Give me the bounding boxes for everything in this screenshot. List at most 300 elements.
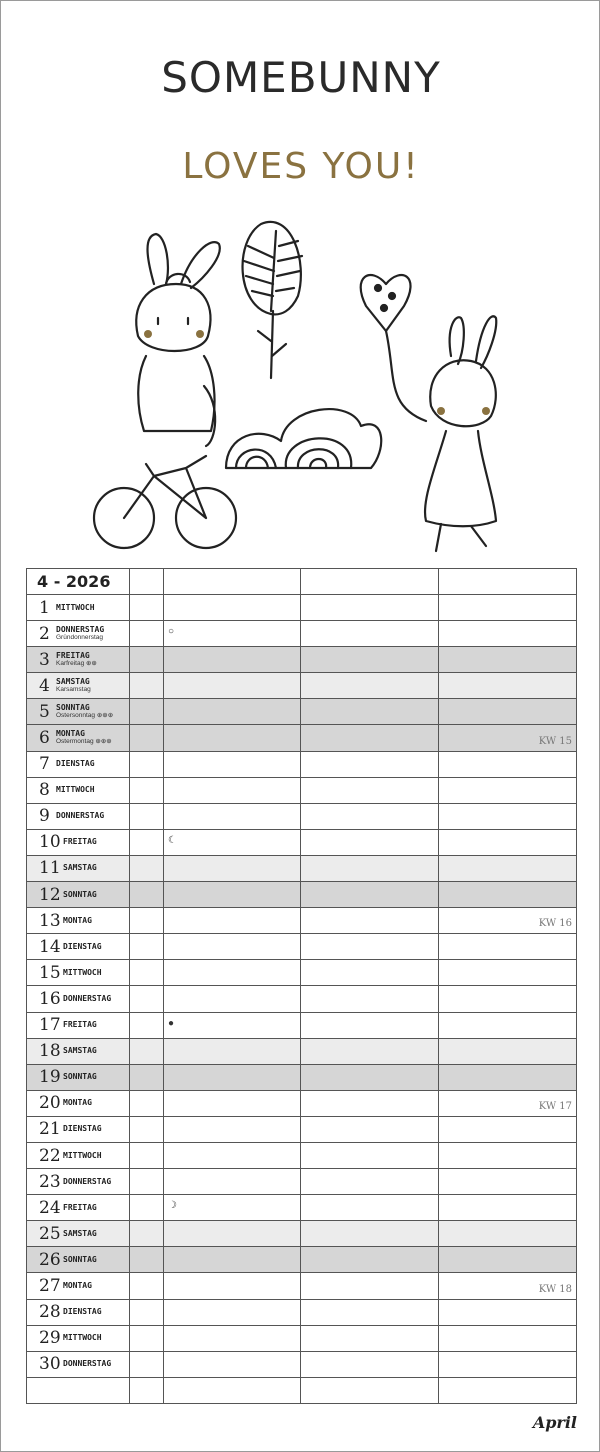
person-column-cell[interactable] [301, 1038, 439, 1064]
person-column-cell[interactable] [301, 1325, 439, 1351]
day-info [63, 1178, 111, 1186]
day-row [27, 1325, 577, 1351]
day-label-cell [27, 882, 130, 908]
person-column-cell[interactable] [439, 882, 577, 908]
narrow-cell[interactable] [130, 1325, 164, 1351]
day-label-cell [27, 725, 130, 751]
day-number: 20 [39, 1093, 61, 1114]
moon-phase-icon: ○ [168, 626, 175, 638]
narrow-cell[interactable] [130, 1273, 164, 1299]
weekday-name: DONNERSTAG [63, 1176, 112, 1186]
moon-phase-icon: ● [168, 1017, 175, 1029]
narrow-cell[interactable] [130, 1221, 164, 1247]
person-column-cell[interactable] [164, 595, 301, 621]
person-column-cell[interactable] [301, 699, 439, 725]
person-column-cell[interactable] [164, 1038, 301, 1064]
weekday-name: DONNERSTAG [63, 993, 112, 1003]
narrow-cell[interactable] [130, 1351, 164, 1377]
person-column-cell[interactable] [439, 1142, 577, 1168]
narrow-cell[interactable] [130, 1064, 164, 1090]
day-row [27, 803, 577, 829]
person-column-cell[interactable] [439, 1012, 577, 1038]
narrow-cell[interactable] [130, 725, 164, 751]
day-number: 30 [39, 1354, 61, 1375]
empty-cell [301, 1377, 439, 1403]
day-info [63, 1073, 97, 1081]
weekday-name: MONTAG [56, 729, 85, 739]
person-column-cell[interactable] [301, 647, 439, 673]
day-info [56, 730, 112, 746]
day-info [63, 864, 97, 872]
narrow-cell[interactable] [130, 882, 164, 908]
weekday-name: MITTWOCH [63, 967, 102, 977]
weekday-name: SONNTAG [63, 889, 97, 899]
person-column-cell[interactable] [164, 1247, 301, 1273]
person-column-cell[interactable] [301, 882, 439, 908]
month-year-label: 4 - 2026 [27, 569, 130, 595]
holiday-name: Gründonnerstag [56, 633, 103, 641]
empty-cell [27, 1377, 130, 1403]
person-column-cell[interactable] [301, 621, 439, 647]
person-column-cell[interactable] [164, 803, 301, 829]
person-column-cell[interactable] [164, 1169, 301, 1195]
person-column-cell[interactable] [164, 1142, 301, 1168]
narrow-cell[interactable] [130, 621, 164, 647]
person-column-cell[interactable] [301, 1012, 439, 1038]
day-number: 21 [39, 1119, 61, 1140]
person-column-cell[interactable] [439, 855, 577, 881]
person-column-cell[interactable] [439, 908, 577, 934]
person-column-cell[interactable] [164, 1273, 301, 1299]
day-row [27, 751, 577, 777]
day-number: 4 [39, 675, 50, 696]
day-info [63, 891, 97, 899]
day-label-cell [27, 1221, 130, 1247]
day-label-cell [27, 960, 130, 986]
day-info [63, 1047, 97, 1055]
day-info [56, 604, 95, 612]
person-column-cell[interactable] [164, 1195, 301, 1221]
day-number: 18 [39, 1041, 61, 1062]
moon-phase-icon: ☽ [168, 1200, 177, 1212]
day-label-cell [27, 1273, 130, 1299]
narrow-cell[interactable] [130, 1116, 164, 1142]
person-column-cell[interactable] [164, 855, 301, 881]
day-info [56, 678, 91, 694]
person-column-cell[interactable] [164, 699, 301, 725]
title-loves-you: LOVES YOU! [182, 146, 420, 187]
day-label-cell [27, 1090, 130, 1116]
header-cell [301, 569, 439, 595]
person-column-cell[interactable] [439, 1064, 577, 1090]
person-column-cell[interactable] [301, 751, 439, 777]
header-cell [130, 569, 164, 595]
person-column-cell[interactable] [164, 960, 301, 986]
narrow-cell[interactable] [130, 908, 164, 934]
day-row [27, 960, 577, 986]
weekday-name: FREITAG [63, 1020, 97, 1030]
person-column-cell[interactable] [439, 647, 577, 673]
title-somebunny: SOMEBUNNY [161, 53, 441, 102]
day-number: 7 [39, 754, 50, 775]
person-column-cell[interactable] [164, 673, 301, 699]
day-number: 13 [39, 910, 61, 931]
day-row [27, 1116, 577, 1142]
weekday-name: DIENSTAG [63, 941, 102, 951]
person-column-cell[interactable] [439, 1221, 577, 1247]
person-column-cell[interactable] [301, 595, 439, 621]
day-row [27, 673, 577, 699]
day-info [63, 1125, 102, 1133]
day-info [56, 652, 97, 668]
weekday-name: SAMSTAG [63, 863, 97, 873]
person-column-cell[interactable] [439, 751, 577, 777]
weekday-name: SONNTAG [56, 702, 90, 712]
weekday-name: FREITAG [63, 837, 97, 847]
person-column-cell[interactable] [439, 1038, 577, 1064]
narrow-cell[interactable] [130, 1247, 164, 1273]
day-row [27, 647, 577, 673]
day-info [63, 1230, 97, 1238]
weekday-name: SONNTAG [63, 1072, 97, 1082]
narrow-cell[interactable] [130, 751, 164, 777]
weekday-name: MONTAG [63, 1098, 92, 1108]
day-row [27, 1038, 577, 1064]
day-row [27, 1142, 577, 1168]
week-number: KW 18 [538, 1283, 572, 1295]
weekday-name: MONTAG [63, 915, 92, 925]
person-column-cell[interactable] [164, 1090, 301, 1116]
narrow-cell[interactable] [130, 855, 164, 881]
day-label-cell [27, 1169, 130, 1195]
holiday-name: Karsamstag [56, 685, 91, 693]
day-label-cell [27, 1247, 130, 1273]
day-number: 27 [39, 1275, 61, 1296]
day-number: 28 [39, 1302, 61, 1323]
bunny-on-bike-icon [94, 234, 236, 548]
day-row [27, 777, 577, 803]
weekday-name: DONNERSTAG [56, 811, 105, 821]
person-column-cell[interactable] [301, 1247, 439, 1273]
day-info [63, 1282, 92, 1290]
person-column-cell[interactable] [301, 1299, 439, 1325]
tree-icon [243, 222, 302, 378]
empty-cell [130, 1377, 164, 1403]
person-column-cell[interactable] [164, 1325, 301, 1351]
weekday-name: SONNTAG [63, 1254, 97, 1264]
person-column-cell[interactable] [164, 882, 301, 908]
day-row [27, 1247, 577, 1273]
day-row [27, 725, 577, 751]
person-column-cell[interactable] [439, 777, 577, 803]
narrow-cell[interactable] [130, 986, 164, 1012]
person-column-cell[interactable] [439, 1351, 577, 1377]
weekday-name: DIENSTAG [63, 1307, 102, 1317]
day-number: 17 [39, 1015, 61, 1036]
calendar-grid [26, 568, 576, 1404]
weekday-name: SAMSTAG [63, 1228, 97, 1238]
day-number: 1 [39, 597, 50, 618]
day-info [63, 1099, 92, 1107]
day-info [63, 969, 102, 977]
narrow-cell[interactable] [130, 595, 164, 621]
empty-cell [164, 1377, 301, 1403]
person-column-cell[interactable] [439, 621, 577, 647]
day-row [27, 699, 577, 725]
person-column-cell[interactable] [301, 1090, 439, 1116]
day-label-cell [27, 855, 130, 881]
day-row [27, 621, 577, 647]
bunny-illustration [86, 206, 516, 561]
narrow-cell[interactable] [130, 829, 164, 855]
day-info [63, 995, 111, 1003]
day-info [63, 1021, 97, 1029]
day-label-cell [27, 751, 130, 777]
day-number: 19 [39, 1067, 61, 1088]
bunny-with-balloon-icon [361, 275, 497, 551]
person-column-cell[interactable] [164, 1221, 301, 1247]
person-column-cell[interactable] [301, 1116, 439, 1142]
day-label-cell [27, 699, 130, 725]
day-info [56, 786, 95, 794]
day-row [27, 1299, 577, 1325]
day-row [27, 855, 577, 881]
narrow-cell[interactable] [130, 1012, 164, 1038]
day-label-cell [27, 1142, 130, 1168]
person-column-cell[interactable] [301, 777, 439, 803]
day-info [63, 1334, 102, 1342]
person-column-cell[interactable] [164, 777, 301, 803]
person-column-cell[interactable] [301, 960, 439, 986]
day-number: 26 [39, 1249, 61, 1270]
person-column-cell[interactable] [301, 1169, 439, 1195]
person-column-cell[interactable] [164, 751, 301, 777]
day-label-cell [27, 803, 130, 829]
person-column-cell[interactable] [439, 595, 577, 621]
day-info [63, 838, 97, 846]
day-row [27, 1221, 577, 1247]
person-column-cell[interactable] [439, 1195, 577, 1221]
empty-row [27, 1377, 577, 1403]
weekday-name: DONNERSTAG [63, 1359, 112, 1369]
person-column-cell[interactable] [164, 934, 301, 960]
person-column-cell[interactable] [439, 1247, 577, 1273]
day-row [27, 934, 577, 960]
day-number: 16 [39, 988, 61, 1009]
day-number: 22 [39, 1145, 61, 1166]
person-column-cell[interactable] [439, 699, 577, 725]
person-column-cell[interactable] [301, 725, 439, 751]
person-column-cell[interactable] [164, 647, 301, 673]
narrow-cell[interactable] [130, 699, 164, 725]
person-column-cell[interactable] [164, 829, 301, 855]
weekday-name: FREITAG [63, 1202, 97, 1212]
person-column-cell[interactable] [439, 986, 577, 1012]
day-number: 15 [39, 962, 61, 983]
person-column-cell[interactable] [439, 829, 577, 855]
day-number: 14 [39, 936, 61, 957]
day-row [27, 908, 577, 934]
day-number: 29 [39, 1328, 61, 1349]
person-column-cell[interactable] [164, 621, 301, 647]
holiday-name: Ostermontag ⊕⊕⊕ [56, 738, 112, 746]
narrow-cell[interactable] [130, 1142, 164, 1168]
day-label-cell [27, 1038, 130, 1064]
person-column-cell[interactable] [164, 1299, 301, 1325]
day-row [27, 1195, 577, 1221]
day-label-cell [27, 1299, 130, 1325]
day-label-cell [27, 934, 130, 960]
day-row [27, 1012, 577, 1038]
weekday-name: SAMSTAG [56, 676, 90, 686]
day-info [63, 1256, 97, 1264]
person-column-cell[interactable] [301, 855, 439, 881]
person-column-cell[interactable] [439, 1116, 577, 1142]
day-label-cell [27, 777, 130, 803]
weekday-name: MITTWOCH [63, 1150, 102, 1160]
person-column-cell[interactable] [439, 1325, 577, 1351]
person-column-cell[interactable] [301, 1195, 439, 1221]
narrow-cell[interactable] [130, 673, 164, 699]
day-number: 2 [39, 623, 50, 644]
person-column-cell[interactable] [164, 1012, 301, 1038]
person-column-cell[interactable] [301, 803, 439, 829]
person-column-cell[interactable] [164, 1116, 301, 1142]
day-info [56, 704, 113, 720]
day-info [56, 760, 95, 768]
person-column-cell[interactable] [164, 1351, 301, 1377]
weekday-name: SAMSTAG [63, 1046, 97, 1056]
day-row [27, 986, 577, 1012]
person-column-cell[interactable] [439, 1299, 577, 1325]
person-column-cell[interactable] [301, 1142, 439, 1168]
day-info [63, 1152, 102, 1160]
weekday-name: MITTWOCH [63, 1333, 102, 1343]
person-column-cell[interactable] [164, 725, 301, 751]
weekday-name: FREITAG [56, 650, 90, 660]
day-label-cell [27, 1351, 130, 1377]
person-column-cell[interactable] [164, 986, 301, 1012]
person-column-cell[interactable] [301, 934, 439, 960]
day-row [27, 1169, 577, 1195]
person-column-cell[interactable] [439, 1273, 577, 1299]
day-label-cell [27, 647, 130, 673]
week-number: KW 17 [538, 1100, 572, 1112]
narrow-cell[interactable] [130, 1038, 164, 1064]
person-column-cell[interactable] [439, 1090, 577, 1116]
day-number: 12 [39, 884, 61, 905]
person-column-cell[interactable] [439, 1169, 577, 1195]
weekday-name: DONNERSTAG [56, 624, 105, 634]
day-number: 8 [39, 780, 50, 801]
day-info [63, 943, 102, 951]
header-cell [164, 569, 301, 595]
day-number: 9 [39, 806, 50, 827]
narrow-cell[interactable] [130, 1195, 164, 1221]
person-column-cell[interactable] [439, 725, 577, 751]
day-info [63, 917, 92, 925]
day-row [27, 829, 577, 855]
person-column-cell[interactable] [301, 1273, 439, 1299]
month-signature: April [532, 1413, 577, 1432]
moon-phase-icon: ☾ [168, 834, 177, 846]
day-number: 5 [39, 701, 50, 722]
person-column-cell[interactable] [301, 1221, 439, 1247]
day-label-cell [27, 986, 130, 1012]
day-row [27, 882, 577, 908]
person-column-cell[interactable] [301, 673, 439, 699]
day-info [56, 626, 104, 642]
person-column-cell[interactable] [439, 960, 577, 986]
weekday-name: DIENSTAG [56, 759, 95, 769]
day-info [63, 1360, 111, 1368]
day-number: 3 [39, 649, 50, 670]
day-label-cell [27, 908, 130, 934]
day-number: 24 [39, 1197, 61, 1218]
narrow-cell[interactable] [130, 1299, 164, 1325]
person-column-cell[interactable] [301, 1064, 439, 1090]
day-label-cell [27, 621, 130, 647]
weekday-name: MITTWOCH [56, 785, 95, 795]
week-number: KW 15 [538, 735, 572, 747]
day-info [63, 1308, 102, 1316]
person-column-cell[interactable] [164, 1064, 301, 1090]
person-column-cell[interactable] [164, 908, 301, 934]
day-row [27, 1351, 577, 1377]
day-label-cell [27, 829, 130, 855]
narrow-cell[interactable] [130, 803, 164, 829]
day-label-cell [27, 1116, 130, 1142]
narrow-cell[interactable] [130, 647, 164, 673]
day-label-cell [27, 1064, 130, 1090]
person-column-cell[interactable] [301, 908, 439, 934]
empty-cell [439, 1377, 577, 1403]
day-label-cell [27, 595, 130, 621]
narrow-cell[interactable] [130, 777, 164, 803]
day-row [27, 1090, 577, 1116]
weekday-name: MONTAG [63, 1280, 92, 1290]
day-number: 11 [39, 858, 61, 879]
day-label-cell [27, 1195, 130, 1221]
person-column-cell[interactable] [301, 986, 439, 1012]
person-column-cell[interactable] [301, 1351, 439, 1377]
calendar-header-row [27, 569, 577, 595]
narrow-cell[interactable] [130, 934, 164, 960]
header-cell [439, 569, 577, 595]
person-column-cell[interactable] [439, 803, 577, 829]
day-number: 6 [39, 728, 50, 749]
day-number: 23 [39, 1171, 61, 1192]
person-column-cell[interactable] [439, 934, 577, 960]
calendar-table [26, 568, 577, 1404]
day-row [27, 595, 577, 621]
day-info [56, 812, 104, 820]
day-number: 10 [39, 832, 61, 853]
week-number: KW 16 [538, 918, 572, 930]
narrow-cell[interactable] [130, 960, 164, 986]
bush-icon [226, 409, 381, 468]
day-label-cell [27, 1012, 130, 1038]
day-number: 25 [39, 1223, 61, 1244]
day-row [27, 1273, 577, 1299]
person-column-cell[interactable] [301, 829, 439, 855]
narrow-cell[interactable] [130, 1169, 164, 1195]
day-label-cell [27, 1325, 130, 1351]
day-label-cell [27, 673, 130, 699]
day-info [63, 1204, 97, 1212]
narrow-cell[interactable] [130, 1090, 164, 1116]
person-column-cell[interactable] [439, 673, 577, 699]
